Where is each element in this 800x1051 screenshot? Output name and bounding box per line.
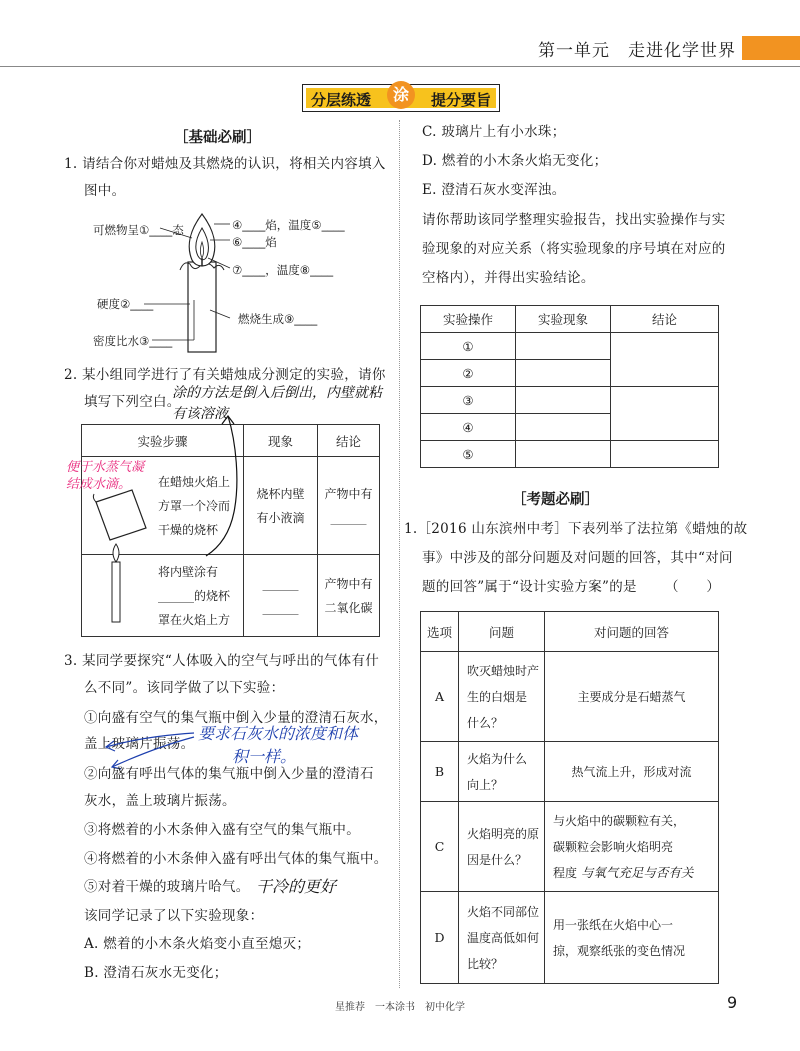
q3-s5: ⑤对着干燥的玻璃片哈气。 [84,879,250,895]
label-combustible: 可燃物呈①____态 [93,223,184,237]
ex-a-A [545,652,719,742]
q2-row2-blank2: ______ [262,600,299,615]
q3-op-1: ① [421,333,516,360]
unit-title: 第一单元 走进化学世界 [538,41,736,61]
q3-handwritten2: 积一样。 [232,747,297,766]
ex-a-C-handwritten: 与氧气充足与否有关 [580,864,694,880]
q3-s2a: ②向盛有呼出气体的集气瓶中倒入少量的澄清石 [84,766,374,782]
q2-row2-con-l1: 产物中有 [324,576,373,591]
q3-op-3: ③ [421,387,516,414]
ex-a-C-l2: 碳颗粒会影响火焰明亮 [553,839,674,854]
q2-row2-con-l2: 二氧化碳 [324,600,373,615]
q2-row1-step-l1: 在蜡烛火焰上 [158,474,231,489]
q3-op-2: ② [421,360,516,387]
label-flame7: ⑦____，温度⑧____ [232,263,334,277]
q2-row1-blank: ______ [330,510,367,525]
column-divider [399,120,400,988]
ex-a-B-l1: 热气流上升，形成对流 [571,765,692,779]
ex-q-C-l2: 因是什么？ [467,852,528,867]
ex-q-C-l1: 火焰明亮的原 [467,826,540,841]
ex-th-opt: 选项 [421,612,459,652]
q3-handwritten1: 要求石灰水的浓度和体 [198,724,359,743]
q3-phenomenon-B: B. 澄清石灰水无变化； [84,965,228,981]
q3-con-5[interactable] [611,441,719,468]
q3-op-5: ⑤ [421,441,516,468]
q2-line1: 2. 某小组同学进行了有关蜡烛成分测定的实验，请你 [64,367,386,383]
exam1-answer-paren: （ ） [665,579,721,595]
q2-line2: 填写下列空白。 [84,394,181,410]
exam1-table [420,611,719,984]
page-footer: 星推荐 一本涂书 初中化学 [335,1002,465,1013]
q3-line2: 么不同”。该同学做了以下实验： [84,680,285,696]
ex-th-a: 对问题的回答 [545,612,719,652]
q3-th-ph: 实验现象 [516,306,611,333]
label-product: 燃烧生成⑨____ [238,312,318,326]
ex-a-C [545,802,719,892]
beaker-candle-figure [88,480,158,630]
q3-report-table [420,305,719,468]
q3-s2b: 灰水，盖上玻璃片振荡。 [84,793,236,809]
q3-con-34[interactable] [611,387,719,441]
q3-s4: ④将燃着的小木条伸入盛有呼出气体的集气瓶中。 [84,851,388,867]
q3-op-4: ④ [421,414,516,441]
handwritten-arrow [200,412,260,562]
ex-opt-D: D [421,892,459,984]
ex-a-D-l2: 掠，观察纸张的变色情况 [553,943,686,958]
q3-s3: ③将燃着的小木条伸入盛有空气的集气瓶中。 [84,822,360,838]
q3-s1a: ①向盛有空气的集气瓶中倒入少量的澄清石灰水， [84,710,388,726]
q2-handwritten-note2: 有该溶液 [172,406,228,422]
banner-circle: 涂 [387,81,415,109]
ex-q-A [459,652,545,742]
q3-phenomenon-E: E. 澄清石灰水变浑浊。 [422,182,566,198]
q2-row2-phenomenon [244,555,318,637]
q2-row2-step-l1: 将内壁涂有 [158,564,219,579]
q3-s1b: 盖上玻璃片振荡。 [84,736,195,752]
ex-th-q: 问题 [459,612,545,652]
ex-q-D [459,892,545,984]
ex-q-C [459,802,545,892]
q3-phenomenon-A: A. 燃着的小木条火焰变小直至熄灭； [84,936,311,952]
q1-line2: 图中。 [84,183,126,199]
header-rule [0,66,800,67]
ex-q-D-l2: 温度高低如何 [467,930,540,945]
page-number: 9 [727,993,738,1012]
banner-right: 提分要旨 [430,91,491,109]
q2-row2-conclusion [318,555,380,637]
q3-line1: 3. 某同学要探究“人体吸入的空气与呼出的气体有什 [64,653,380,669]
exam1-line2: 事》中涉及的部分问题及对问题的回答，其中“对问 [422,550,733,566]
label-hardness: 硬度②____ [97,297,154,311]
q2-row2-step-l3: 罩在火焰上方 [158,612,231,627]
q3-req3: 空格内），并得出实验结论。 [422,270,595,286]
ex-a-C-l3 [553,860,718,886]
q3-ph-3[interactable] [516,387,611,414]
q2-handwritten-note1: 涂的方法是倒入后倒出，内壁就粘 [172,385,382,401]
ex-q-A-l2: 生的白烟是 [467,689,528,704]
ex-q-D-l1: 火焰不同部位 [467,904,540,919]
q2-row1-step-l2: 方罩一个冷而 [158,498,231,513]
q2-row1-con-l1: 产物中有 [324,486,373,501]
header-accent-bar [742,36,800,60]
section-basic-title: ［基础必刷］ [174,130,261,146]
q3-th-op: 实验操作 [421,306,516,333]
exam1-line3: 题的回答”属于“设计实验方案”的是 [422,579,637,595]
q2-row1-step-l3: 干燥的烧杯 [158,522,219,537]
ex-a-C-l1: 与火焰中的碳颗粒有关， [553,813,686,828]
q2-row1-ph-l2: 有小液滴 [256,510,305,525]
ex-opt-C: C [421,802,459,892]
q3-con-12[interactable] [611,333,719,387]
ex-q-A-l3: 什么？ [467,715,504,730]
q2-th-step: 实验步骤 [82,425,244,457]
q3-phenomenon-C: C. 玻璃片上有小水珠； [422,124,566,140]
ex-a-C-l3-text: 程度 [553,865,578,880]
q2-row1-ph-l1: 烧杯内壁 [256,486,305,501]
ex-a-A-l1: 主要成分是石蜡蒸气 [577,690,686,704]
q3-ph-1[interactable] [516,333,611,360]
ex-q-B-l2: 向上？ [467,777,504,792]
ex-a-B [545,742,719,802]
ex-q-B [459,742,545,802]
section-banner [302,84,500,112]
q3-ph-2[interactable] [516,360,611,387]
q3-record: 该同学记录了以下实验现象： [84,908,264,924]
ex-q-A-l1: 吹灭蜡烛时产 [467,663,540,678]
q3-th-con: 结论 [611,306,719,333]
q3-req2: 验现象的对应关系（将实验现象的序号填在对应的 [422,241,726,257]
ex-opt-B: B [421,742,459,802]
q1-line1: 1. 请结合你对蜡烛及其燃烧的认识，将相关内容填入 [64,156,386,172]
banner-left: 分层练透 [311,91,372,109]
ex-q-D-l3: 比较？ [467,956,504,971]
ex-a-D-l1: 用一张纸在火焰中心一 [553,917,674,932]
ex-a-D [545,892,719,984]
q2-handwritten-side: 便于水蒸气凝结成水滴。 [66,460,145,492]
label-flame4: ④____焰，温度⑤____ [232,218,345,232]
q2-th-conclusion: 结论 [318,425,380,457]
section-exam-title: ［考题必刷］ [512,492,599,508]
q2-row2-blank1: ______ [262,576,299,591]
q2-th-phenomenon: 现象 [244,425,318,457]
q3-req1: 请你帮助该同学整理实验报告，找出实验操作与实 [422,212,726,228]
q2-row1-conclusion [318,457,380,555]
label-density: 密度比水③____ [93,334,173,348]
q2-row2-step-l2: ______的烧杯 [158,588,231,603]
ex-opt-A: A [421,652,459,742]
q3-ph-4[interactable] [516,414,611,441]
ex-q-B-l1: 火焰为什么 [467,751,528,766]
q3-phenomenon-D: D. 燃着的小木条火焰无变化； [422,153,608,169]
label-flame6: ⑥____焰 [232,235,277,249]
exam1-line1: 1.［2016 山东滨州中考］下表列举了法拉第《蜡烛的故 [404,521,748,537]
q3-ph-5[interactable] [516,441,611,468]
q3-handwritten3: 干冷的更好 [256,877,337,896]
